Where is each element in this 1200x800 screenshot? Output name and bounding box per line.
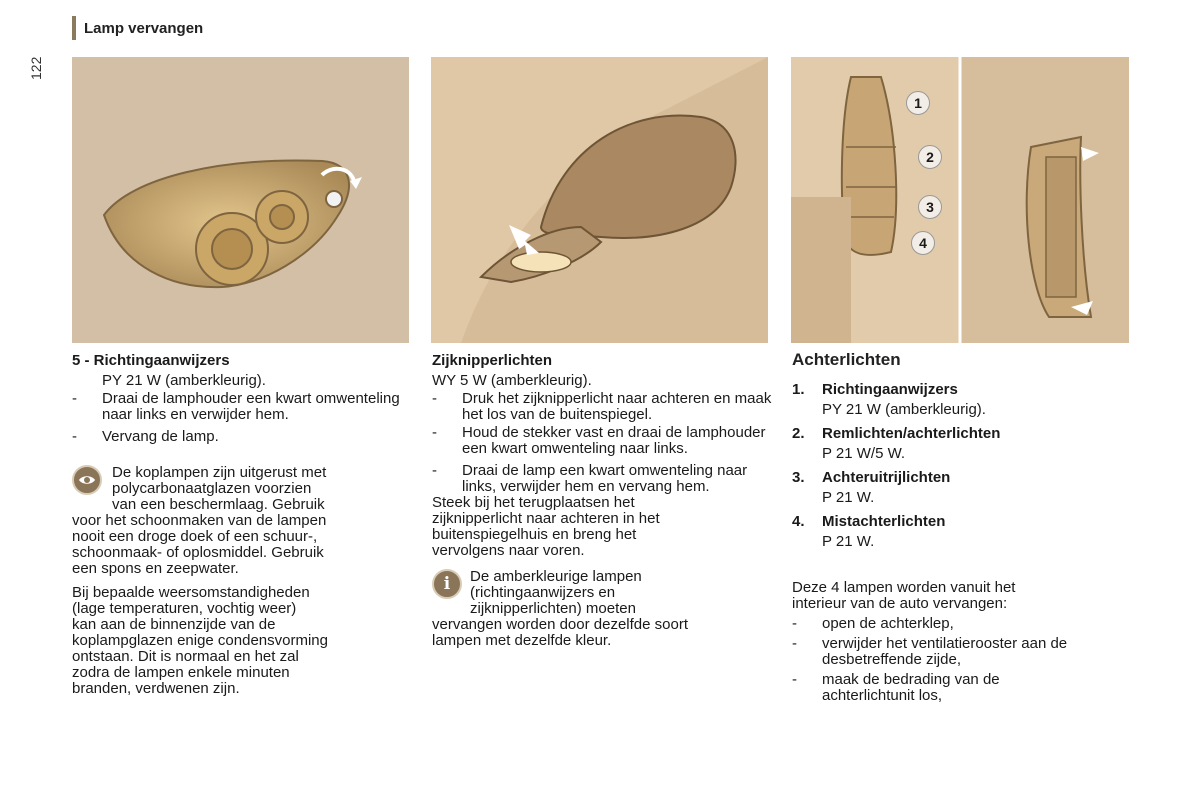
header-accent-bar xyxy=(72,16,76,40)
note-line: polycarbonaatglazen voorzien xyxy=(112,480,312,497)
list-item: - Draai de lamp een kwart omwenteling naar links, verwijder hem en vervang hem. xyxy=(432,462,748,495)
paragraph: Bij bepaalde weersomstandigheden (lage temperaturen, vochtig weer) kan aan de binnenzijde van de koplampglazen enige condensvorming ontstaan. Dit is normaal en het zal zodra de lampen enkele minuten branden, verdwenen zijn. xyxy=(72,584,328,697)
list-item: 1. Richtingaanwijzers xyxy=(792,381,958,398)
column-side-indicators xyxy=(432,353,772,649)
list-item: - Draai de lamphouder een kwart omwenteling naar links en verwijder hem. xyxy=(72,390,400,423)
list-item: 2. Remlichten/achterlichten xyxy=(792,425,1001,442)
bulb-type: WY 5 W (amberkleurig). xyxy=(432,372,592,389)
list-item: - verwijder het ventilatierooster aan de desbetreffende zijde, xyxy=(792,635,1068,668)
note-line: De koplampen zijn uitgerust met xyxy=(112,464,327,481)
bulb-type: P 21 W. xyxy=(822,533,875,550)
note-line: De amberkleurige lampen xyxy=(470,568,642,585)
list-item: - Houd de stekker vast en draai de lamphouder een kwart omwenteling naar links. xyxy=(432,424,766,457)
note-line: vervangen worden door dezelfde soort xyxy=(432,616,688,633)
eye-icon xyxy=(72,465,102,495)
note-line: van een beschermlaag. Gebruik xyxy=(112,496,325,513)
note-line: zijknipperlichten) moeten xyxy=(470,600,636,617)
figure-label-4: 4 xyxy=(911,231,935,255)
list-item: - Vervang de lamp. xyxy=(72,428,219,445)
bulb-type: PY 21 W (amberkleurig). xyxy=(822,401,986,418)
bulb-type: PY 21 W (amberkleurig). xyxy=(102,372,266,389)
figure-label-1: 1 xyxy=(906,91,930,115)
list-item: - Druk het zijknipperlicht naar achteren en maak het los van de buitenspiegel. xyxy=(432,390,772,423)
note-line: lampen met dezelfde kleur. xyxy=(432,632,612,649)
note-box xyxy=(432,569,772,649)
bulb-type: P 21 W. xyxy=(822,489,875,506)
column-headlamps xyxy=(72,353,412,697)
note-box xyxy=(72,465,412,577)
note-line: schoonmaak- of oplosmiddel. Gebruik xyxy=(72,544,324,561)
note-line: een spons en zeepwater. xyxy=(72,560,239,577)
page-title: Lamp vervangen xyxy=(84,20,204,37)
paragraph: Steek bij het terugplaatsen het zijknipperlicht naar achteren in het buitenspiegelhuis en breng het vervolgens naar voren. xyxy=(432,494,660,559)
info-icon: i xyxy=(432,569,462,599)
figure-label-3: 3 xyxy=(918,195,942,219)
column-rear-lights xyxy=(792,352,1132,704)
paragraph: Deze 4 lampen worden vanuit het interieur van de auto vervangen: xyxy=(792,579,1016,612)
note-line: nooit een droge doek of een schuur-, xyxy=(72,528,318,545)
section-heading: Achterlichten xyxy=(792,350,901,369)
rear-lights-illustration xyxy=(791,57,1129,343)
note-line: voor het schoonmaken van de lampen xyxy=(72,512,327,529)
figure-label-2: 2 xyxy=(918,145,942,169)
page-number: 122 xyxy=(28,56,44,80)
list-item: - open de achterklep, xyxy=(792,615,954,632)
mirror-illustration xyxy=(431,57,768,343)
section-heading: 5 - Richtingaanwijzers xyxy=(72,352,230,369)
list-item: 4. Mistachterlichten xyxy=(792,513,946,530)
note-line: (richtingaanwijzers en xyxy=(470,584,616,601)
section-heading: Zijknipperlichten xyxy=(432,352,553,369)
list-item: - maak de bedrading van de achterlichtunit los, xyxy=(792,671,1000,704)
bulb-type: P 21 W/5 W. xyxy=(822,445,906,462)
list-item: 3. Achteruitrijlichten xyxy=(792,469,951,486)
headlamp-illustration xyxy=(72,57,409,343)
